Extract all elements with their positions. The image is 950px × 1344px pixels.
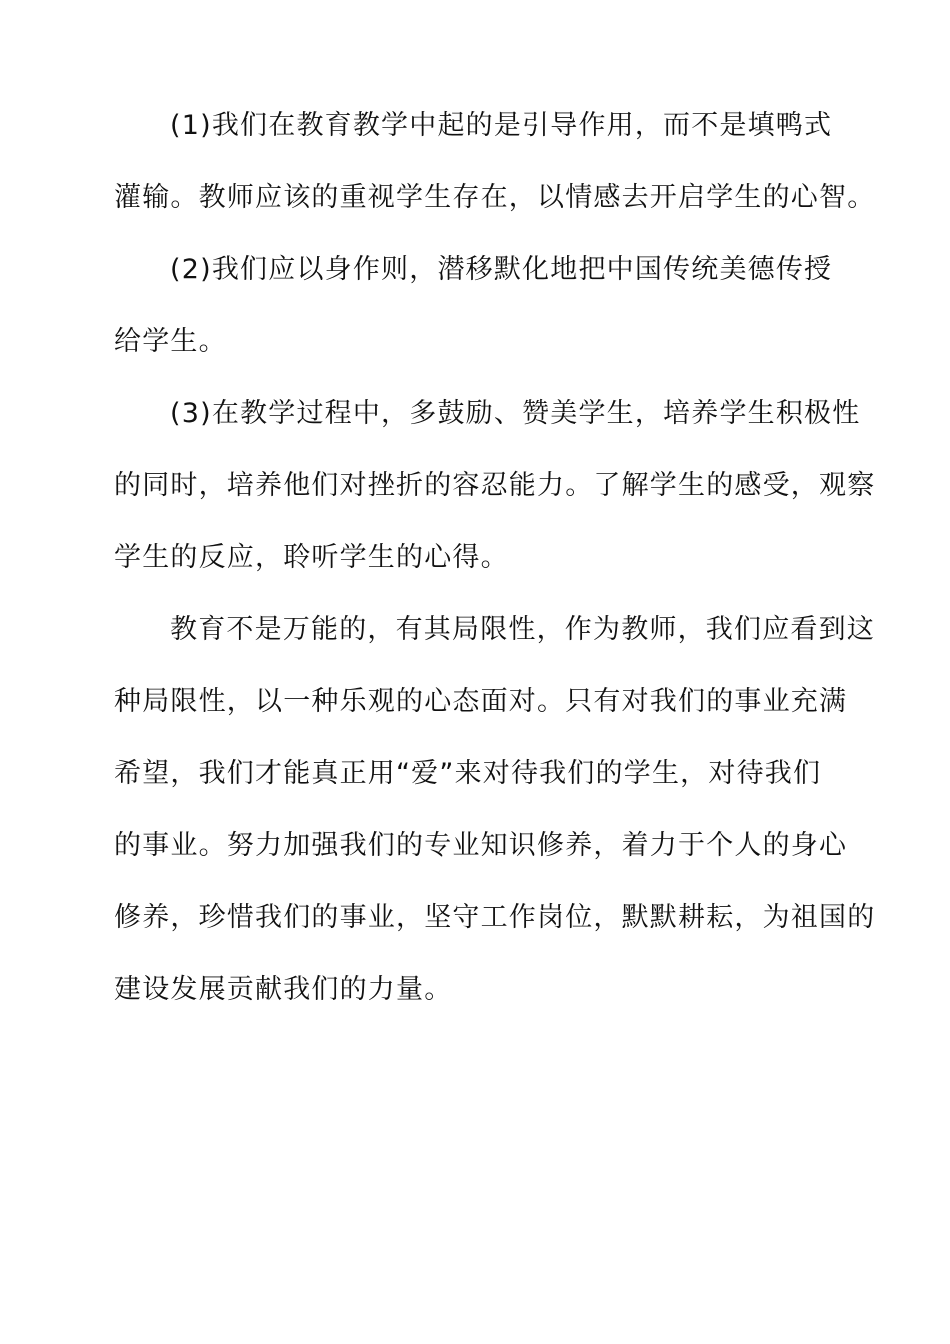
paragraph-4-line-1: 教育不是万能的，有其局限性，作为教师，我们应看到这 — [170, 614, 875, 645]
paragraph-3-line-3: 学生的反应，聆听学生的心得。 — [114, 542, 509, 573]
paragraph-2-line-2: 给学生。 — [114, 326, 227, 357]
paragraph-4-line-2: 种局限性，以一种乐观的心态面对。只有对我们的事业充满 — [114, 686, 848, 717]
document-body — [114, 100, 876, 1036]
paragraph-3-line-2: 的同时，培养他们对挫折的容忍能力。了解学生的感受，观察 — [114, 470, 876, 501]
paragraph-4-line-3: 希望，我们才能真正用“爱”来对待我们的学生，对待我们 — [114, 758, 822, 789]
paragraph-4-line-6: 建设发展贡献我们的力量。 — [114, 974, 453, 1005]
paragraph-2-line-1: (2)我们应以身作则，潜移默化地把中国传统美德传授 — [170, 254, 833, 285]
paragraph-1-line-1: (1)我们在教育教学中起的是引导作用，而不是填鸭式 — [170, 110, 833, 141]
paragraph-4-line-4: 的事业。努力加强我们的专业知识修养，着力于个人的身心 — [114, 830, 848, 861]
paragraph-3-line-1: (3)在教学过程中，多鼓励、赞美学生，培养学生积极性 — [170, 398, 861, 429]
paragraph-4-line-5: 修养，珍惜我们的事业，坚守工作岗位，默默耕耘，为祖国的 — [114, 902, 876, 933]
paragraph-1-line-2: 灌输。教师应该的重视学生存在，以情感去开启学生的心智。 — [114, 182, 876, 213]
